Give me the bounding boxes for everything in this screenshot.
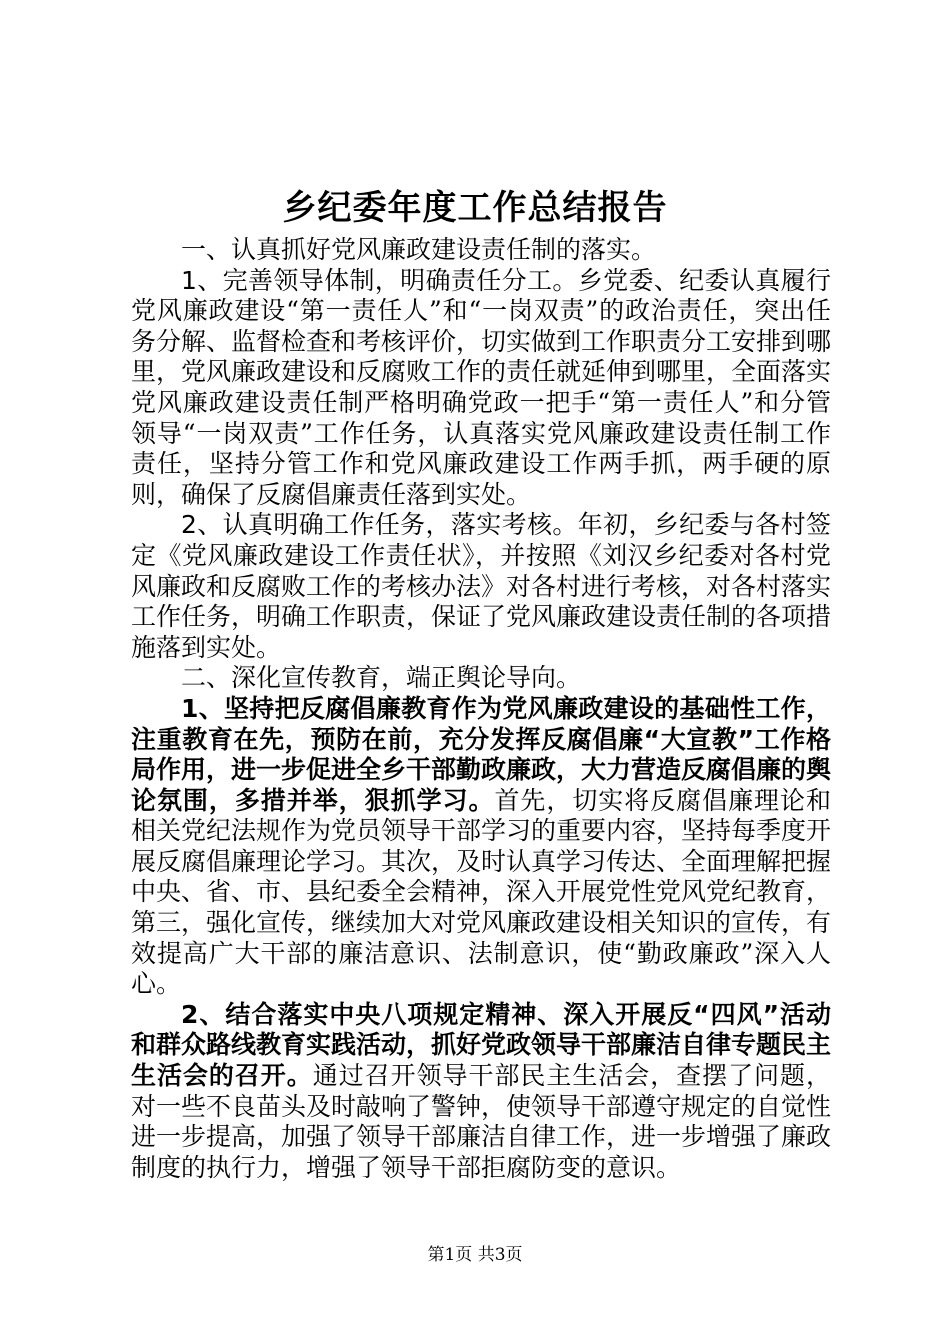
paragraph bbox=[131, 694, 831, 1000]
paragraph-text: 年初，乡纪委与各村签定《党风廉政建设工作责任状》，并按照《刘汉乡纪委对各村党风廉政和反腐败工作的考核办法》对各村进行考核，对各村落实工作任务，明确工作职责，保证了党风廉政建设责任制的各项措施落到实处。 bbox=[131, 510, 832, 662]
document-body bbox=[131, 235, 831, 1183]
document-title: 乡纪委年度工作总结报告 bbox=[282, 188, 668, 228]
paragraph bbox=[131, 510, 831, 663]
paragraph-text: 通过召开领导干部民主生活会，查摆了问题，对一些不良苗头及时敲响了警钟，使领导干部遵守规定的自觉性进一步提高，加强了领导干部廉洁自律工作，进一步增强了廉政制度的执行力，增强了领导干部拒腐防变的意识。 bbox=[131, 1061, 832, 1182]
paragraph-text: 首先，切实将反腐倡廉理论和相关党纪法规作为党员领导干部学习的重要内容，坚持每季度开展反腐倡廉理论学习。其次，及时认真学习传达、全面理解把握中央、省、市、县纪委全会精神，深入开展党性党风党纪教育，第三，强化宣传，继续加大对党风廉政建设相关知识的宣传，有效提高广大干部的廉洁意识、法制意识，使“勤政廉政”深入人心。 bbox=[131, 785, 832, 999]
paragraph bbox=[131, 266, 831, 511]
paragraph-lead: 2、结合落实中央八项规定精神、深入开展反“四风”活动和群众路线教育实践活动，抓好党政领导干部廉洁自律专题民主生活会的召开。 bbox=[131, 999, 832, 1091]
paragraph-text: 乡党委、纪委认真履行党风廉政建设“第一责任人”和“一岗双责”的政治责任，突出任务分解、监督检查和考核评价，切实做到工作职责分工安排到哪里，党风廉政建设和反腐败工作的责任就延伸到哪里，全面落实党风廉政建设责任制严格明确党政一把手“第一责任人”和分管领导“一岗双责”工作任务，认真落实党风廉政建设责任制工作责任，坚持分管工作和党风廉政建设工作两手抓，两手硬的原则，确保了反腐倡廉责任落到实处。 bbox=[131, 265, 832, 509]
section-heading: 二、深化宣传教育，端正舆论导向。 bbox=[181, 663, 582, 693]
page-footer: 第1页 共3页 bbox=[427, 1245, 523, 1265]
paragraph-lead: 1、坚持把反腐倡廉教育作为党风廉政建设的基础性工作，注重教育在先，预防在前，充分发挥反腐倡廉“大宣教”工作格局作用，进一步促进全乡干部勤政廉政，大力营造反腐倡廉的舆论氛围，多措并举，狠抓学习。 bbox=[131, 693, 832, 815]
section-heading: 一、认真抓好党风廉政建设责任制的落实。 bbox=[181, 235, 657, 264]
paragraph-lead: 1、完善领导体制，明确责任分工。 bbox=[181, 265, 578, 295]
paragraph bbox=[131, 1000, 831, 1184]
paragraph-lead: 2、认真明确工作任务，落实考核。 bbox=[181, 510, 578, 540]
